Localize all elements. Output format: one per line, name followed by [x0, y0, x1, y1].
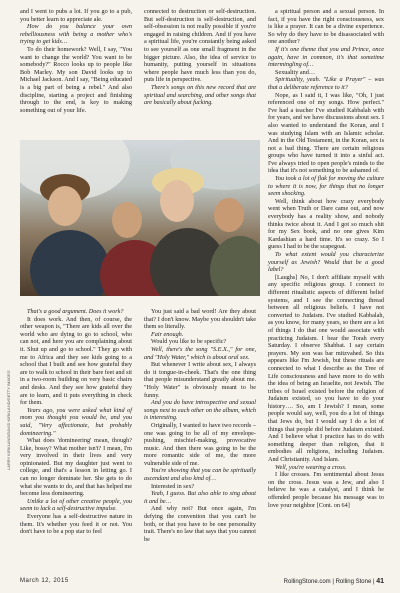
- page-footer: [20, 578, 384, 588]
- interview-question: You took a lot of flak for moving the culture to where it is now, for things that no longer seem shocking.: [268, 175, 384, 198]
- interview-answer: Well, think about how crazy everybody went when Truth or Dare came out, and now everybody has a reality show, and nobody thinks twice about it. And I got so much shit for my Sex book, and no one gives Kim Kardashian a hard time. It's so crazy. So I guess I had to be the scapegoat.: [268, 197, 384, 251]
- interview-question: Yeah, I guess. But also able to sing about it and be…: [144, 490, 256, 505]
- interview-answer: a spiritual person and a sexual person. In fact, if you have the right consciousness, sex is like a prayer. It can be a divine experience. So why do they have to be disassociated with one another?: [268, 8, 384, 46]
- article-column-1-top: [20, 8, 132, 114]
- person-face: [112, 202, 142, 238]
- page-number: 41: [376, 578, 384, 585]
- person-face: [48, 186, 82, 226]
- interview-answer: and I went to pubs a lot. If you go to a pub, you better learn to appreciate ale.: [20, 8, 132, 23]
- interview-question: If it's one theme that you and Prince, once again, have in common, it's that sometime intermingling of…: [268, 45, 384, 69]
- interview-answer: [Laughs] No, I don't affiliate myself with any specific religious group. I connect to different ritualistic aspects of different belief systems, and I see the connecting thread between all religious beliefs. I have not converted to Judaism. I've studied Kabbalah, as you know, for many years, so there are a lot of things I do that one would associate with practicing Judaism. I bear the Torah every Saturday. I observe Shabbat. I say certain prayers. My son was bar mitzvahed. So this appears like I'm Jewish, but these rituals are connected to what I describe as the Tree of Life consciousness and have more to do with the idea of being an Israelite, not Jewish. The tribes of Israel existed before the religion of Judaism existed, so you have to do your history…. So, am I Jewish? I mean, some people would say, well, you do a lot of things that Jews do, but I would say I do a lot of things that people did before Judaism existed. And I believe what I practice has to do with something deeper than religion, that it embodies all religions, including Judaism. And Christianity. And Islam.: [268, 273, 384, 464]
- interview-answer: What does 'domineering' mean, though? Like, bossy? What mother isn't? I mean, I'm very involved in their lives and very opinionated. But my daughter just went to college, and that's a lesson in letting go. I can no longer dominate her. She gets to do what she wants to do, and that has helped me become less domineering.: [20, 437, 132, 498]
- interview-question: You're showing that you can be spiritually ascendant and also kind of…: [144, 467, 256, 483]
- interview-question: And you do have introspective and sexual songs next to each other on the album, which is interesting.: [144, 399, 256, 422]
- interview-question: Well, there's the song "S.E.X.," for one, and "Holy Water," which is about oral sex.: [144, 345, 256, 361]
- article-column-3: [268, 8, 384, 509]
- photo-credit: LARRY KIRKLAND/DAVID KIRKLAND/GETTY IMAGES: [6, 370, 11, 470]
- interview-question: There's songs on this new record that are spiritual and searching, and other songs that are basically about fucking.: [144, 83, 256, 107]
- interview-question: Unlike a lot of other creative people, you seem to lack a self-destructive impulse.: [20, 497, 132, 513]
- madonna-family-photo: [20, 140, 260, 296]
- interview-answer: But whenever I write about sex, I always do it tongue-in-cheek. That's the one thing that people misunderstand greatly about me. "Holy Water" is obviously meant to be funny.: [144, 361, 256, 399]
- interview-answer: Nope, as I said it, I was like, "Oh, I just referenced one of my songs. How perfect." I've had a teacher I've studied Kabbalah with for years, and we have discussions about sex. I also wanted to understand the Koran, and I was studying Islam with an Islamic scholar. And in the Old Testament, in the Koran, sex is not a bad thing. There are certain religious groups who have turned it into a sinful act. I've always tried to open people's minds to the idea that it's not something to be ashamed of.: [268, 91, 384, 175]
- interview-question: Fair enough.: [151, 330, 184, 338]
- interview-answer: connected to destruction or self-destruction. But self-destruction is self-destruction, and self-obsession is not really possible if you're engaged in raising children. And if you have a spiritual life, you're constantly being asked to see yourself as one small fragment in the bigger picture. Also, the idea of service to humanity, putting yourself in situations where people have much less than you do, puts life in perspective.: [144, 8, 256, 84]
- issue-date: March 12, 2015: [20, 578, 69, 584]
- person-face: [160, 180, 194, 222]
- site-url: RollingStone.com: [283, 579, 331, 585]
- interview-question: That's a good argument. Does it work?: [27, 308, 124, 315]
- person-face: [214, 198, 244, 232]
- article-column-2-bottom: [144, 308, 256, 543]
- article-column-1-bottom: [20, 308, 132, 536]
- footer-right: RollingStone.com | Rolling Stone | 41: [283, 578, 384, 585]
- interview-answer: Interested in sex?: [151, 482, 195, 490]
- interview-question: How do you balance your own rebelliousness with being a mother who's trying to get kids…: [20, 23, 132, 46]
- interview-answer: And why not? But once again, I'm defying the convention that you can't be both, or that you have to be one personality trait. There's no law that says that you cannot be: [144, 505, 256, 543]
- interview-answer: Everyone has a self-destructive nature in them. It's whether you feed it or not. You don't have to be a pop star to feel: [20, 513, 132, 536]
- interview-answer: To do their homework? Well, I say, "You want to change the world? You want to be somebody?" Rocco looks up to people like Bob Marley. My son David looks up to Michael Jackson. And I say, "Being educated is a big part of being a rebel." And also discipline, starting a project and finishing through to the end, is key to making something out of your life.: [20, 45, 132, 114]
- interview-answer: Originally, I wanted to have two records – one was going to be all of my envelope-pushing, mischief-making, provocative music. And then there was going to be the more romantic side of me, the more vulnerable side of me.: [144, 421, 256, 467]
- magazine-name: Rolling Stone: [335, 579, 372, 585]
- interview-question: Spirituality, yeah. "Like a Prayer" – was that a deliberate reference to it?: [268, 76, 384, 91]
- interview-question: To what extent would you characterize yourself as Jewish? Would that be a good label?: [268, 251, 384, 274]
- interview-question: Well, you're wearing a cross.: [275, 463, 347, 471]
- interview-answer: You just said a bad word! Are they about that? I don't know. Maybe you shouldn't take them so literally.: [144, 308, 256, 331]
- interview-question: Years ago, you were asked what kind of mom you thought you would be, and you said, "Very affectionate, but probably domineering.": [20, 406, 132, 437]
- article-column-2-top: [144, 8, 256, 107]
- interview-answer: Would you like to be specific?: [151, 338, 227, 346]
- person-figure: [30, 230, 110, 296]
- interview-answer: Sexuality and…: [275, 68, 316, 76]
- interview-answer: It does work. And then, of course, the other weapon is, "There are kids all over the world who are dying to go to school, who can not, and here you are complaining about it. Shut up and go to school." They go with me to Africa and they see kids going to a school that I built and see how grateful they are to walk to school in their bare feet and sit in a two-room building on very basic chairs and desks. And they see how grateful they are to learn, and it puts everything in check for them.: [20, 315, 132, 407]
- interview-answer: I like crosses. I'm sentimental about Jesus on the cross. Jesus was a Jew, and also I believe he was a catalyst, and I think he offended people because his message was to love your neighbor [Cont. on 64]: [268, 471, 384, 509]
